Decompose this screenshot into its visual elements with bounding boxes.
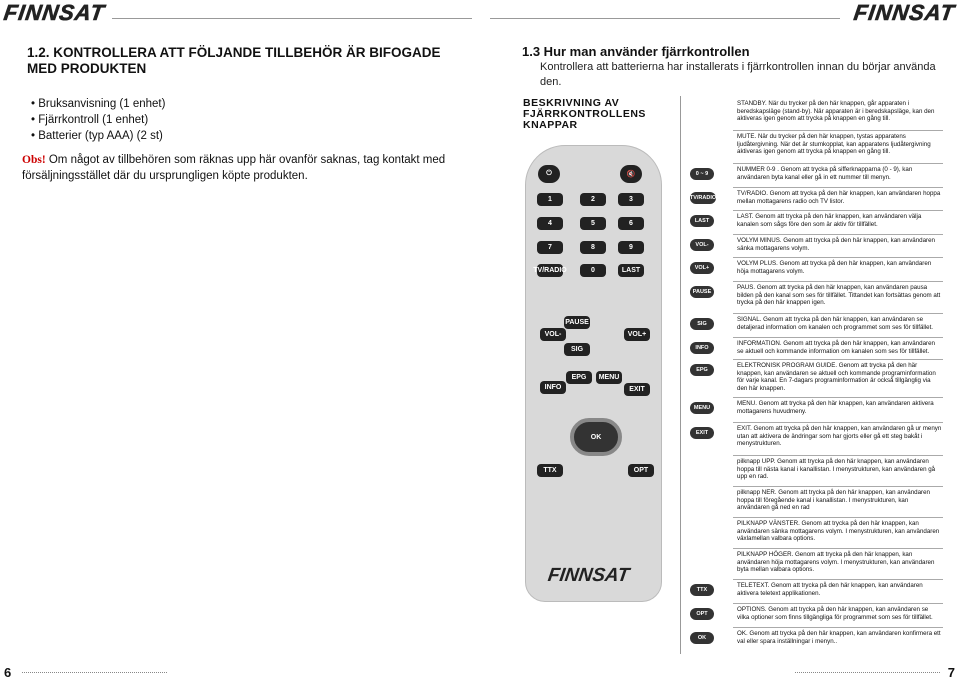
page-number-right: 7 — [947, 665, 955, 680]
key-icon: VOL- — [690, 239, 714, 251]
remote-button: 2 — [580, 193, 606, 206]
remote-button: 0 — [580, 264, 606, 277]
mute-icon: 🔇 — [620, 165, 642, 183]
row-divider — [733, 281, 943, 282]
row-divider — [733, 257, 943, 258]
key-description: OK. Genom att trycka på den här knappen, kan användaren konfirmera ett val eller spara inställningar i menyn.. — [737, 630, 941, 645]
remote-button: EXIT — [624, 383, 650, 396]
row-divider — [733, 579, 943, 580]
row-divider — [733, 627, 943, 628]
key-icon: 0 ~ 9 — [690, 168, 714, 180]
key-description: VOLYM PLUS. Genom att trycka på den här knappen, kan användaren höja mottagarens volym. — [737, 260, 932, 275]
key-icon: TTX — [690, 584, 714, 596]
key-icon: EXIT — [690, 427, 714, 439]
remote-button: VOL- — [540, 328, 566, 341]
finnsat-logo-right: FINNSAT — [852, 0, 957, 25]
key-icon: INFO — [690, 342, 714, 354]
remote-button: TV/RADIO — [537, 264, 563, 277]
remote-button: 8 — [580, 241, 606, 254]
accessories-list — [31, 96, 165, 144]
key-icon: OPT — [690, 608, 714, 620]
remote-control-image — [525, 145, 662, 602]
key-description: LAST. Genom att trycka på den här knappen, kan användaren välja kanalen som sågs före den som är aktiv för tillfället. — [737, 213, 922, 228]
key-icon: EPG — [690, 364, 714, 376]
key-description: PILKNAPP VÄNSTER. Genom att trycka på den här knappen, kan användaren sänka mottagarens volym. I menystrukturen, kan användaren växlamellan valbara options. — [737, 520, 940, 543]
section-intro: Kontrollera att batterierna har installerats i fjärrkontrollen innan du börjar använda den. — [540, 61, 936, 88]
key-description: PILKNAPP HÖGER. Genom att trycka på den här knappen, kan användaren höja mottagarens volym. I menystrukturen, kan användaren byta mellan valbara options. — [737, 551, 935, 574]
key-description: MUTE. När du trycker på den här knappen, tystas apparatens ljudåtergivning. När det är stumkopplat, kan apparatens ljudåtergivning aktiveras igen genom att trycka på knappen en gång till. — [737, 133, 931, 156]
key-icon: LAST — [690, 215, 714, 227]
section-title-accessories: 1.2. KONTROLLERA ATT FÖLJANDE TILLBEHÖR ÄR BIFOGADE MED PRODUKTEN — [27, 45, 441, 76]
key-icon: SIG — [690, 318, 714, 330]
row-divider — [733, 359, 943, 360]
key-description: STANDBY. När du trycker på den här knappen, går apparaten i beredskapsläge (stand-by). När apparaten är i beredskapsläge, kan den aktiveras igen genom att trycka på knappen en gång till. — [737, 100, 935, 123]
power-icon: ⏻ — [538, 165, 560, 183]
row-divider — [733, 130, 943, 131]
remote-button: 3 — [618, 193, 644, 206]
remote-button: 4 — [537, 217, 563, 230]
key-icon: OK — [690, 632, 714, 644]
row-divider — [733, 163, 943, 164]
row-divider — [733, 313, 943, 314]
key-description: ELEKTRONISK PROGRAM GUIDE. Genom att trycka på den här knappen, kan användaren se aktuell och kommande programinformation för varje kanal. En 7-dagars programinformation är också tillgänglig via den här knappen. — [737, 362, 936, 392]
remote-button: LAST — [618, 264, 644, 277]
key-description: VOLYM MINUS. Genom att trycka på den här knappen, kan användaren sänka mottagarens volym. — [737, 237, 935, 252]
page-number-left: 6 — [4, 665, 12, 680]
key-description: EXIT. Genom att trycka på den här knappen, kan användaren gå ur menyn utan att aktivera de ändringar som har gjorts eller gå ett steg bakåt i menystrukturen. — [737, 425, 942, 448]
remote-button: 1 — [537, 193, 563, 206]
key-icon: VOL+ — [690, 262, 714, 274]
remote-button: PAUSE — [564, 316, 590, 329]
note-label: Obs! — [22, 154, 46, 166]
key-icon: PAUSE — [690, 286, 714, 298]
key-icon: TV/RADIO — [690, 192, 716, 204]
remote-logo: FINNSAT — [546, 565, 631, 586]
key-description: INFORMATION. Genom att trycka på den här knappen, kan användaren se aktuell och kommande information om kanalen som ses för tillfället. — [737, 340, 935, 355]
note-text: Om något av tillbehören som räknas upp här ovanför saknas, tag kontakt med försäljningsstället där du ursprungligen köpte produkten. — [22, 154, 446, 182]
remote-button: VOL+ — [624, 328, 650, 341]
remote-button: 7 — [537, 241, 563, 254]
finnsat-logo-left: FINNSAT — [2, 0, 107, 25]
key-description: pilknapp UPP. Genom att trycka på den här knappen, kan användaren hoppa till nästa kanal i kanallistan. I menystrukturen, kan användaren gå upp en rad. — [737, 458, 936, 481]
remote-button: EPG — [566, 371, 592, 384]
list-item: • Batterier (typ AAA) (2 st) — [31, 128, 165, 144]
remote-button: 6 — [618, 217, 644, 230]
remote-button: INFO — [540, 381, 566, 394]
note-paragraph — [22, 153, 462, 184]
row-divider — [733, 486, 943, 487]
key-icon: MENU — [690, 402, 714, 414]
remote-button: 9 — [618, 241, 644, 254]
footer-dots-left — [22, 672, 167, 673]
row-divider — [733, 455, 943, 456]
section-title-remote: 1.3 Hur man använder fjärrkontrollen — [522, 44, 750, 59]
remote-heading: BESKRIVNING AV FJÄRRKONTROLLENS KNAPPAR — [523, 97, 646, 131]
row-divider — [733, 603, 943, 604]
key-description: PAUS. Genom att trycka på den här knappen, kan användaren pausa bilden på den kanal som ses för tillfället. Tittandet kan fortsättas genom att trycka på den här knappen igen. — [737, 284, 941, 307]
header-rule-right — [490, 18, 840, 19]
divider — [680, 96, 681, 654]
remote-button: SIG — [564, 343, 590, 356]
key-description: MENU. Genom att trycka på den här knappen, kan användaren aktivera mottagarens huvudmeny. — [737, 400, 934, 415]
key-description: OPTIONS. Genom att trycka på den här knappen, kan användaren se vilka optioner som finns tillgängliga för programmet som ses för tillfället. — [737, 606, 933, 621]
header-rule-left — [112, 18, 472, 19]
remote-button: OPT — [628, 464, 654, 477]
row-divider — [733, 337, 943, 338]
key-description: TELETEXT. Genom att trycka på den här knappen, kan användaren aktivera teletext applikationen. — [737, 582, 923, 597]
key-description: NUMMER 0-9 . Genom att trycka på sifferknapparna (0 - 9), kan användaren byta kanal eller gå in ett nummer till menyn. — [737, 166, 913, 181]
list-item: • Fjärrkontroll (1 enhet) — [31, 112, 165, 128]
key-description: SIGNAL. Genom att trycka på den här knappen, kan användaren se detaljerad information om kanalen och programmet som ses för tillfället. — [737, 316, 934, 331]
row-divider — [733, 187, 943, 188]
row-divider — [733, 210, 943, 211]
row-divider — [733, 422, 943, 423]
footer-dots-right — [795, 672, 940, 673]
row-divider — [733, 234, 943, 235]
remote-button: TTX — [537, 464, 563, 477]
remote-button: MENU — [596, 371, 622, 384]
key-description: TV/RADIO. Genom att trycka på den här knappen, kan användaren hoppa mellan mottagarens radio och TV listor. — [737, 190, 941, 205]
key-description: pilknapp NER. Genom att trycka på den här knappen, kan användaren hoppa till föregående kanal i kanallistan. I menystrukturen, kan användaren gå ned en rad — [737, 489, 930, 512]
remote-button: 5 — [580, 217, 606, 230]
row-divider — [733, 517, 943, 518]
row-divider — [733, 397, 943, 398]
list-item: • Bruksanvisning (1 enhet) — [31, 96, 165, 112]
row-divider — [733, 548, 943, 549]
remote-ok-button: OK — [570, 418, 622, 456]
